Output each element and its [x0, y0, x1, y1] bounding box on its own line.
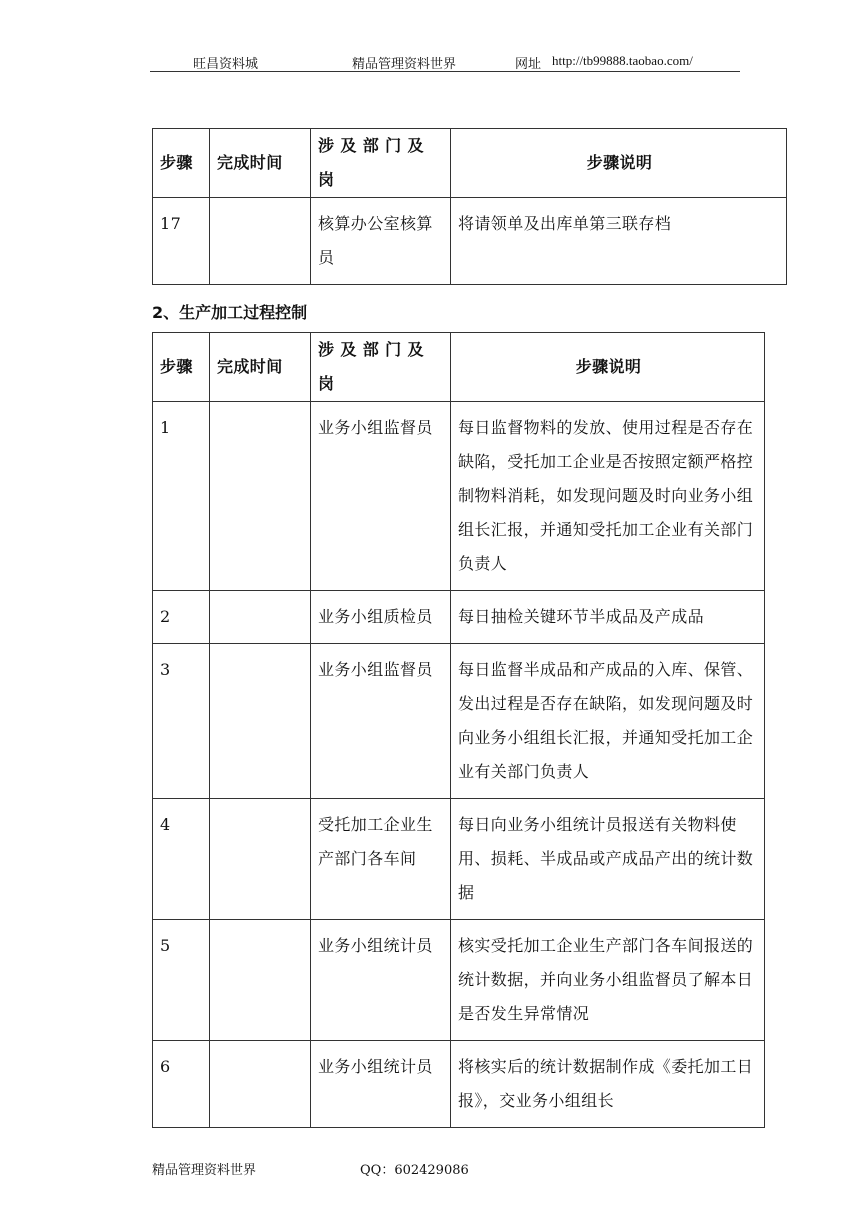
table-header-row	[153, 333, 765, 402]
table-row	[153, 799, 765, 920]
col-header-step: 步骤	[153, 333, 210, 402]
cell-dept: 业务小组质检员	[311, 591, 451, 644]
cell-step: 6	[153, 1041, 210, 1128]
cell-dept: 业务小组统计员	[311, 1041, 451, 1128]
header-divider	[150, 71, 740, 72]
cell-desc: 每日抽检关键环节半成品及产成品	[451, 591, 765, 644]
steps-table-production	[152, 332, 765, 1128]
cell-time	[210, 920, 311, 1041]
cell-desc: 每日向业务小组统计员报送有关物料使用、损耗、半成品或产成品产出的统计数据	[451, 799, 765, 920]
header-url-label: 网址	[515, 57, 542, 72]
col-header-desc: 步骤说明	[451, 129, 787, 198]
table-row	[153, 1041, 765, 1128]
table-row	[153, 198, 787, 285]
section-title: 2、生产加工过程控制	[152, 303, 308, 322]
cell-time	[210, 198, 311, 285]
table-row	[153, 591, 765, 644]
header-url[interactable]: http://tb99888.taobao.com/	[552, 53, 693, 68]
cell-time	[210, 799, 311, 920]
cell-time	[210, 402, 311, 591]
col-header-step: 步骤	[153, 129, 210, 198]
cell-time	[210, 1041, 311, 1128]
cell-step: 5	[153, 920, 210, 1041]
footer-qq: QQ：602429086	[360, 1163, 469, 1178]
cell-dept: 受托加工企业生产部门各车间	[311, 799, 451, 920]
table-header-row	[153, 129, 787, 198]
cell-time	[210, 591, 311, 644]
footer-left: 精品管理资料世界	[152, 1163, 257, 1178]
cell-desc: 每日监督半成品和产成品的入库、保管、发出过程是否存在缺陷，如发现问题及时向业务小组组长汇报，并通知受托加工企业有关部门负责人	[451, 644, 765, 799]
cell-desc: 将请领单及出库单第三联存档	[451, 198, 787, 285]
col-header-time: 完成时间	[210, 333, 311, 402]
cell-step: 2	[153, 591, 210, 644]
cell-desc: 核实受托加工企业生产部门各车间报送的统计数据，并向业务小组监督员了解本日是否发生异常情况	[451, 920, 765, 1041]
cell-step: 1	[153, 402, 210, 591]
cell-time	[210, 644, 311, 799]
cell-step: 4	[153, 799, 210, 920]
header-left: 旺昌资料城	[193, 57, 259, 72]
cell-dept: 业务小组统计员	[311, 920, 451, 1041]
cell-dept: 核算办公室核算员	[311, 198, 451, 285]
table-row	[153, 920, 765, 1041]
cell-desc: 每日监督物料的发放、使用过程是否存在缺陷，受托加工企业是否按照定额严格控制物料消耗，如发现问题及时向业务小组组长汇报，并通知受托加工企业有关部门负责人	[451, 402, 765, 591]
header-center: 精品管理资料世界	[352, 57, 457, 72]
steps-table-continued	[152, 128, 787, 285]
table-row	[153, 644, 765, 799]
col-header-dept: 涉 及 部 门 及 岗	[311, 129, 451, 198]
col-header-time: 完成时间	[210, 129, 311, 198]
cell-desc: 将核实后的统计数据制作成《委托加工日报》，交业务小组组长	[451, 1041, 765, 1128]
table-row	[153, 402, 765, 591]
cell-step: 3	[153, 644, 210, 799]
col-header-dept: 涉 及 部 门 及 岗	[311, 333, 451, 402]
cell-dept: 业务小组监督员	[311, 402, 451, 591]
cell-step: 17	[153, 198, 210, 285]
cell-dept: 业务小组监督员	[311, 644, 451, 799]
col-header-desc: 步骤说明	[451, 333, 765, 402]
